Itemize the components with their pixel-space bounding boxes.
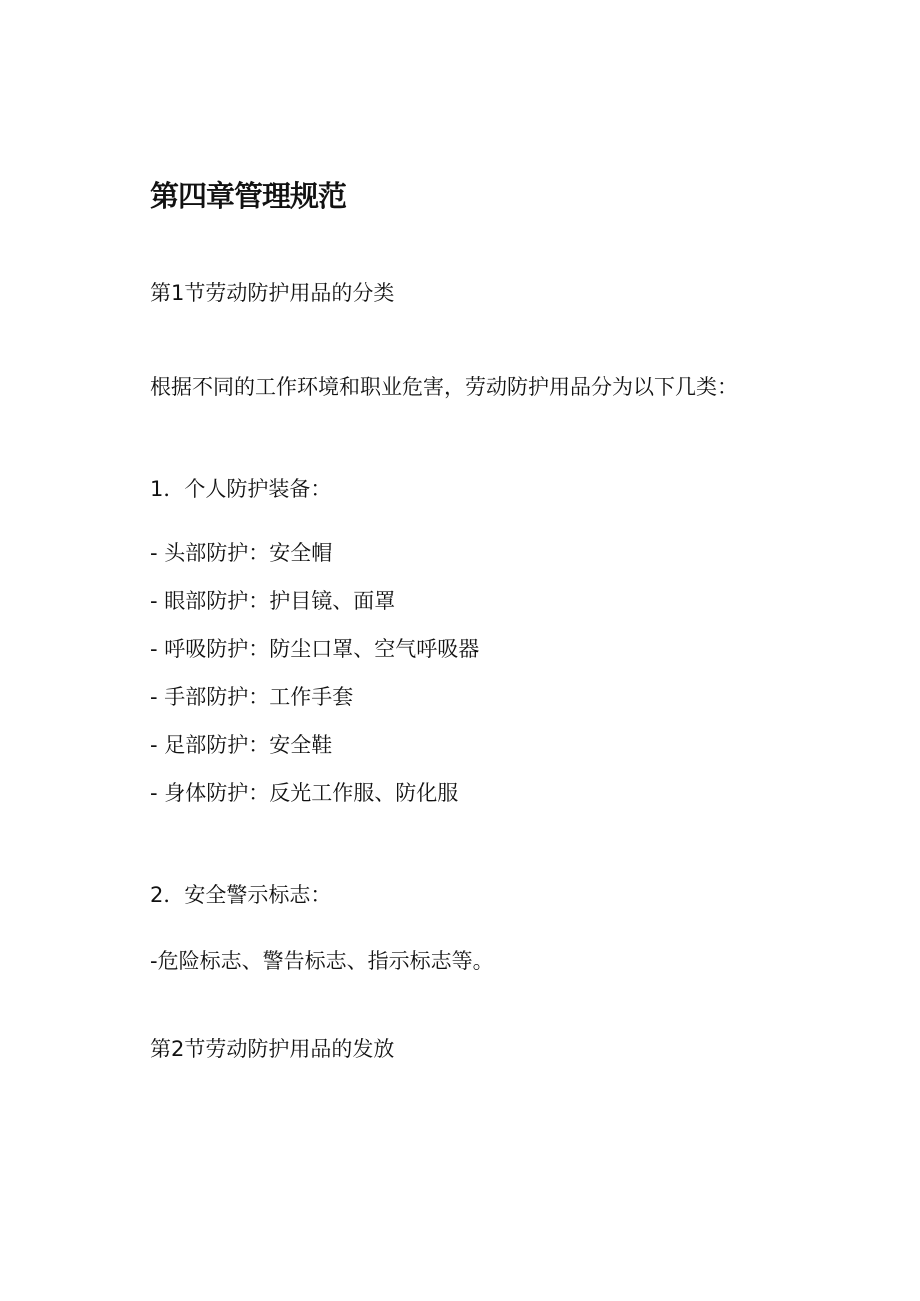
section-heading-1: 第1节劳动防护用品的分类	[150, 281, 395, 305]
category-title-1: 1．个人防护装备：	[150, 477, 332, 501]
category-title-2: 2．安全警示标志：	[150, 883, 332, 907]
list-item: - 足部防护：安全鞋	[150, 733, 333, 757]
list-item: - 头部防护：安全帽	[150, 541, 333, 565]
section-heading-2: 第2节劳动防护用品的发放	[150, 1037, 395, 1061]
intro-paragraph: 根据不同的工作环境和职业危害，劳动防护用品分为以下几类：	[150, 375, 738, 399]
list-item: -危险标志、警告标志、指示标志等。	[150, 949, 494, 973]
chapter-title: 第四章管理规范	[150, 179, 347, 213]
list-item: - 手部防护：工作手套	[150, 685, 354, 709]
list-item: - 呼吸防护：防尘口罩、空气呼吸器	[150, 637, 480, 661]
list-item: - 眼部防护：护目镜、面罩	[150, 589, 396, 613]
list-item: - 身体防护：反光工作服、防化服	[150, 781, 459, 805]
